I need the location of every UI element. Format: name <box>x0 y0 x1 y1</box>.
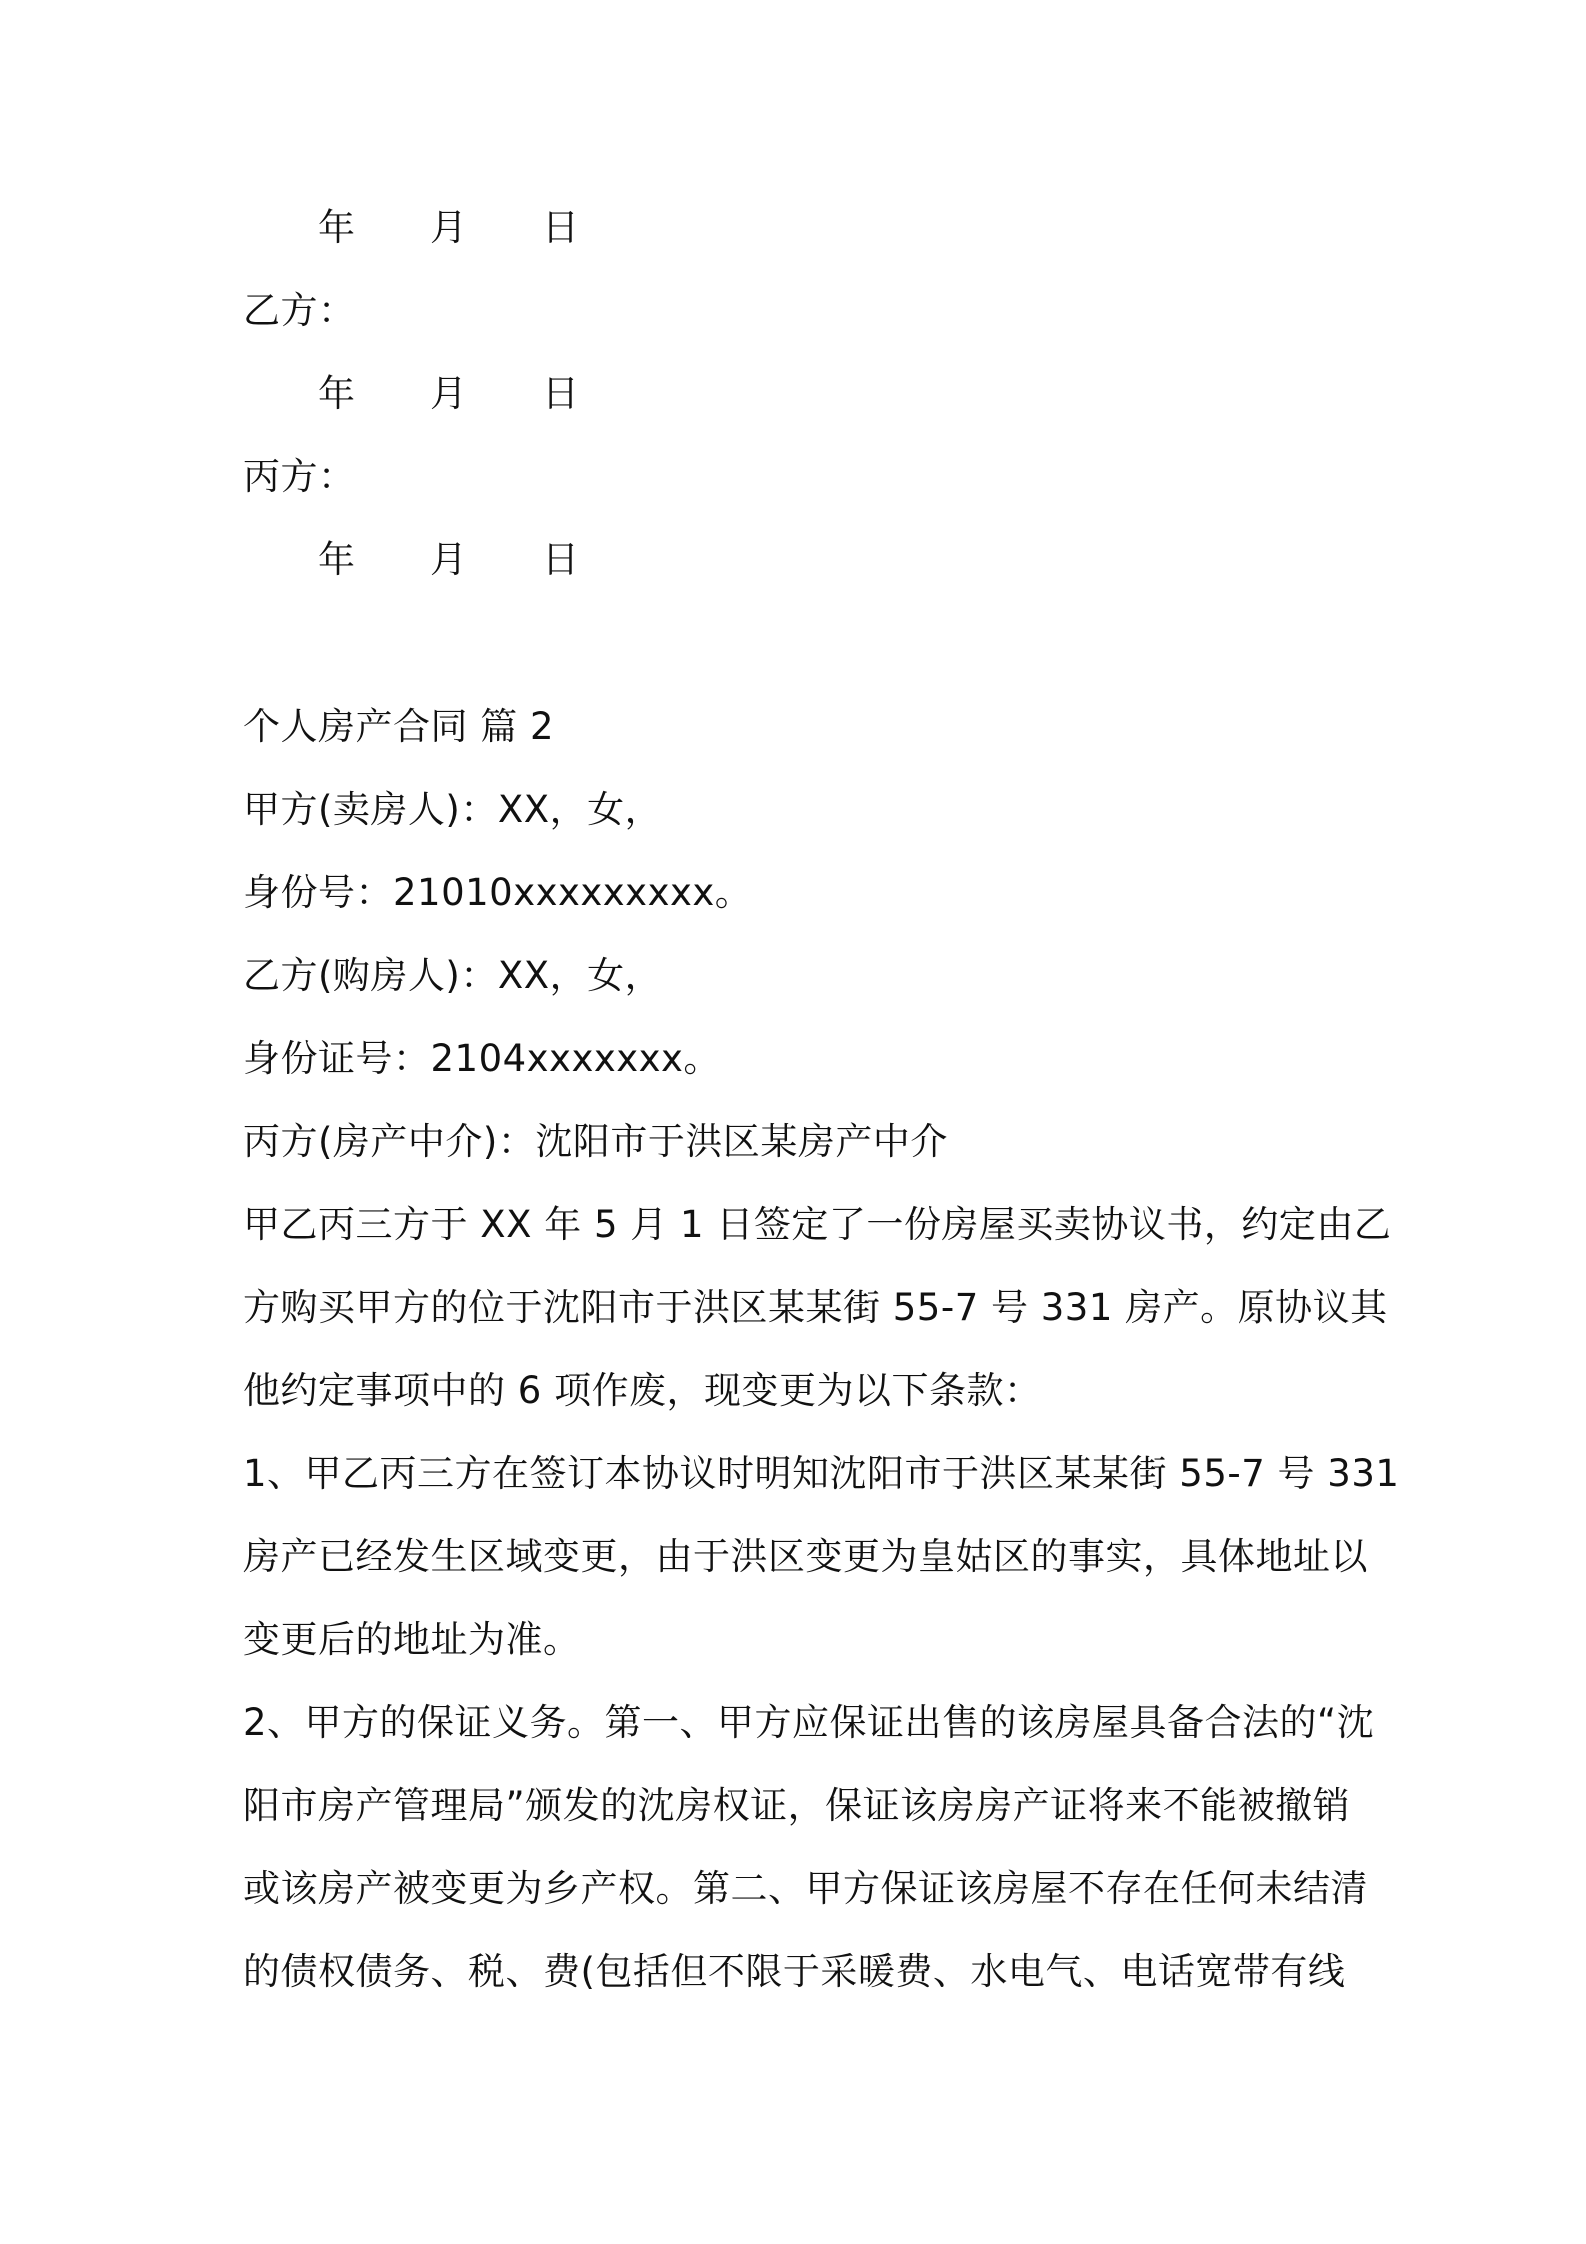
date-year-label: 年 <box>318 206 355 249</box>
document-title: 个人房产合同 篇 2 <box>243 705 555 748</box>
paragraph-line: 身份号：21010xxxxxxxxx。 <box>243 871 753 914</box>
party-b-signature-label: 乙方： <box>243 289 356 332</box>
paragraph-line: 的债权债务、税、费(包括但不限于采暖费、水电气、电话宽带有线 <box>243 1950 1346 1993</box>
date-year-label: 年 <box>318 372 355 415</box>
paragraph-line: 甲乙丙三方于 XX 年 5 月 1 日签定了一份房屋买卖协议书，约定由乙 <box>243 1203 1392 1246</box>
date-year-label: 年 <box>318 538 355 581</box>
paragraph-line: 或该房产被变更为乡产权。第二、甲方保证该房屋不存在任何未结清 <box>243 1867 1368 1910</box>
date-month-label: 月 <box>430 372 467 415</box>
paragraph-line: 变更后的地址为准。 <box>243 1618 581 1661</box>
paragraph-line: 丙方(房产中介)：沈阳市于洪区某房产中介 <box>243 1120 948 1163</box>
paragraph-line: 1、甲乙丙三方在签订本协议时明知沈阳市于洪区某某街 55-7 号 331 <box>243 1452 1400 1495</box>
paragraph-line: 房产已经发生区域变更，由于洪区变更为皇姑区的事实，具体地址以 <box>243 1535 1368 1578</box>
date-day-label: 日 <box>542 206 579 249</box>
date-month-label: 月 <box>430 206 467 249</box>
date-day-label: 日 <box>542 372 579 415</box>
paragraph-line: 阳市房产管理局”颁发的沈房权证，保证该房房产证将来不能被撤销 <box>243 1784 1351 1827</box>
party-c-signature-label: 丙方： <box>243 455 356 498</box>
paragraph-line: 他约定事项中的 6 项作废，现变更为以下条款： <box>243 1369 1042 1412</box>
paragraph-line: 方购买甲方的位于沈阳市于洪区某某街 55-7 号 331 房产。原协议其 <box>243 1286 1388 1329</box>
paragraph-line: 甲方(卖房人)：XX，女， <box>243 788 663 831</box>
date-month-label: 月 <box>430 538 467 581</box>
date-day-label: 日 <box>542 538 579 581</box>
paragraph-line: 2、甲方的保证义务。第一、甲方应保证出售的该房屋具备合法的“沈 <box>243 1701 1375 1744</box>
paragraph-line: 身份证号：2104xxxxxxx。 <box>243 1037 721 1080</box>
paragraph-line: 乙方(购房人)：XX，女， <box>243 954 663 997</box>
